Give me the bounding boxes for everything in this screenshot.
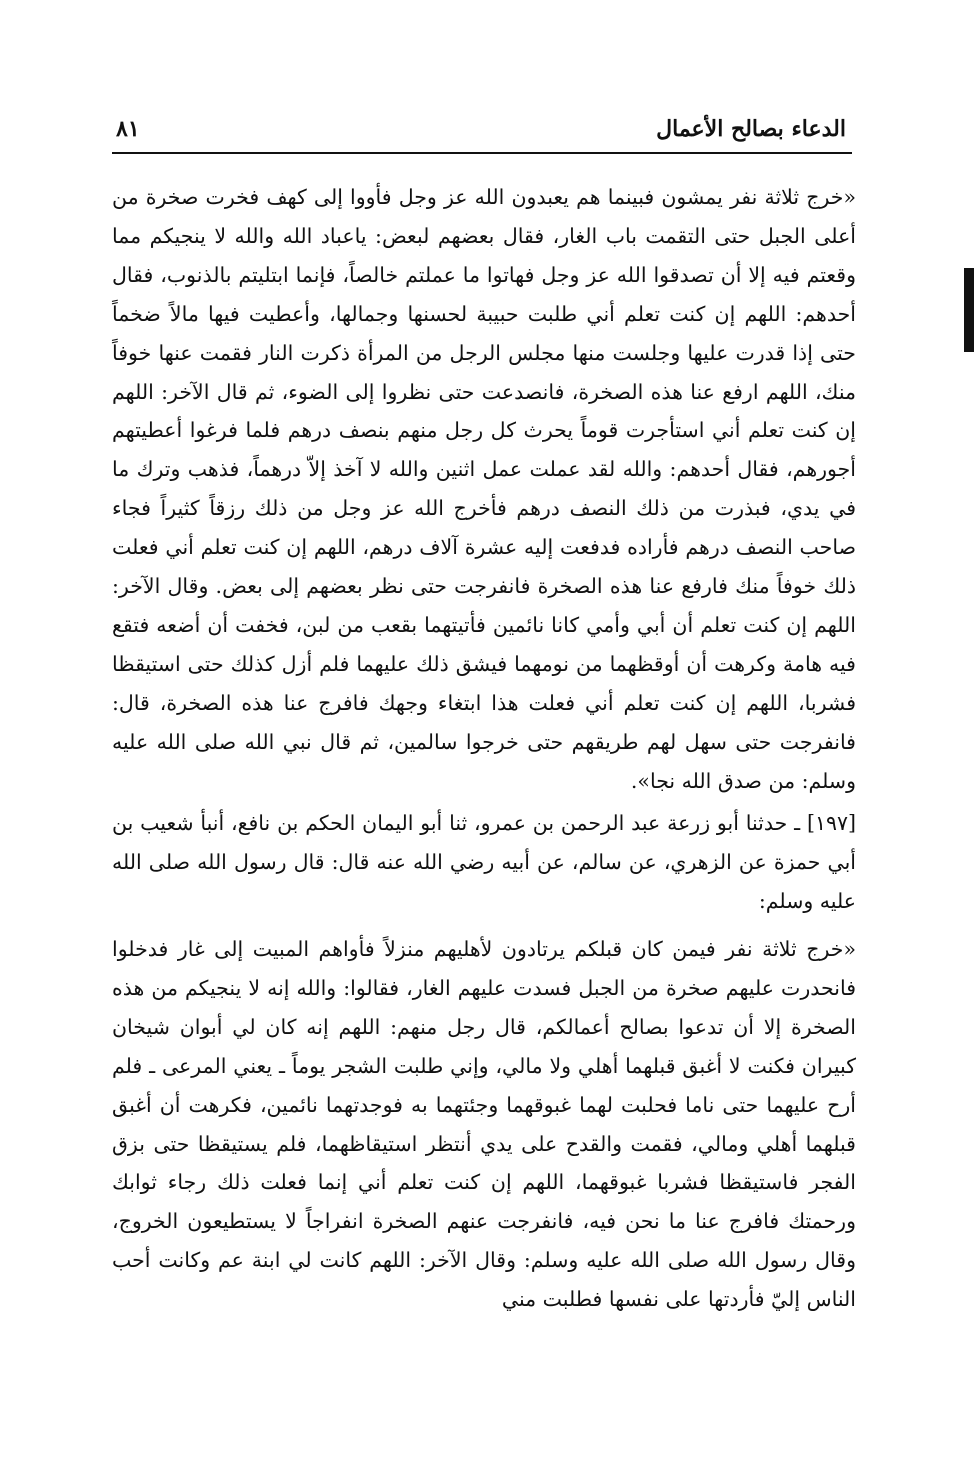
isnad-paragraph: [١٩٧] ـ حدثنا أبو زرعة عبد الرحمن بن عمرو، ثنا أبو اليمان الحكم بن نافع، أنبأ شعيب بن أبي حمزة عن الزهري، عن سالم، عن أبيه رضي الله عنه قال: قال رسول الله صلى الله عليه وسلم: [112, 811, 856, 913]
edge-marker [964, 268, 974, 352]
hadith-text-paragraph: «خرج ثلاثة نفر يمشون فبينما هم يعبدون الله عز وجل فأووا إلى كهف فخرت صخرة من أعلى الجبل حتى التقمت باب الغار، فقال بعضهم لبعض: ياعباد الله والله لا ينجيكم مما وقعتم فيه إلا أن تصدقوا الله عز وجل فهاتوا ما عملتم خالصاً، فإنما ابتليتم بالذنوب، فقال أحدهم: اللهم إن كنت تعلم أني طلبت حبيبة لحسنها وجمالها، وأعطيت فيها مالاً ضخماً حتى إذا قدرت عليها وجلست منها مجلس الرجل من المرأة ذكرت النار فقمت عنها خوفاً منك، اللهم ارفع عنا هذه الصخرة، فانصدعت حتى نظروا إلى الضوء، ثم قال الآخر: اللهم إن كنت تعلم أني استأجرت قوماً يحرث كل رجل منهم بنصف درهم فلما فرغوا أعطيتهم أجورهم، فقال أحدهم: والله لقد عملت عمل اثنين والله لا آخذ إلاّ درهماً، فذهب وترك ما في يدي، فبذرت من ذلك النصف درهم فأخرج الله عز وجل من ذلك رزقاً كثيراً فجاء صاحب النصف درهم فأراده فدفعت إليه عشرة آلاف درهم، اللهم إن كنت تعلم أني فعلت ذلك خوفاً منك فارفع عنا هذه الصخرة فانفرجت حتى نظر بعضهم إلى بعض. وقال الآخر: اللهم إن كنت تعلم أن أبي وأمي كانا نائمين فأتيتهما بقعب من لبن، فخفت أن أضعه فتقع فيه هامة وكرهت أن أوقظهما من نومهما فيشق ذلك عليهما فلم أزل كذلك حتى استيقظا فشربا، اللهم إن كنت تعلم أني فعلت هذا ابتغاء وجهك فافرج عنا هذه الصخرة، قال: فانفرجت حتى سهل لهم طريقهم حتى خرجوا سالمين، ثم قال نبي الله صلى الله عليه وسلم: من صدق الله نجا». [112, 185, 857, 793]
page-number: ٨١ [116, 116, 140, 142]
hadith-text-paragraph: «خرج ثلاثة نفر فيمن كان قبلكم يرتادون لأهليهم منزلاً فأواهم المبيت إلى غار فدخلوا فانحدرت عليهم صخرة من الجبل فسدت عليهم الغار، فقالوا: والله إنه لا ينجيكم من هذه الصخرة إلا أن تدعوا بصالح أعمالكم، قال رجل منهم: اللهم إنه كان لي أبوان شيخان كبيران فكنت لا أغبق قبلهما أهلي ولا مالي، وإني طلبت الشجر يوماً ـ يعني المرعى ـ فلم أرح عليهما حتى ناما فحلبت لهما غبوقهما وجئتهما به فوجدتهما نائمين، فكرهت أن أغبق قبلهما أهلي ومالي، فقمت والقدح على يدي أنتظر استيقاظهما، فلم يستيقظا حتى بزق الفجر فاستيقظا فشربا غبوقهما، اللهم إن كنت تعلم أني إنما فعلت ذلك رجاء ثوابك ورحمتك فافرج عنا ما نحن فيه، فانفرجت عنهم الصخرة انفراجاً لا يستطيعون الخروج، وقال رسول الله صلى الله عليه وسلم: وقال الآخر: اللهم كانت لي ابنة عم وكانت أحب الناس إليّ فأردتها على نفسها فطلبت مني [112, 937, 856, 1312]
running-title: الدعاء بصالح الأعمال [656, 116, 846, 142]
page-header [112, 112, 852, 154]
